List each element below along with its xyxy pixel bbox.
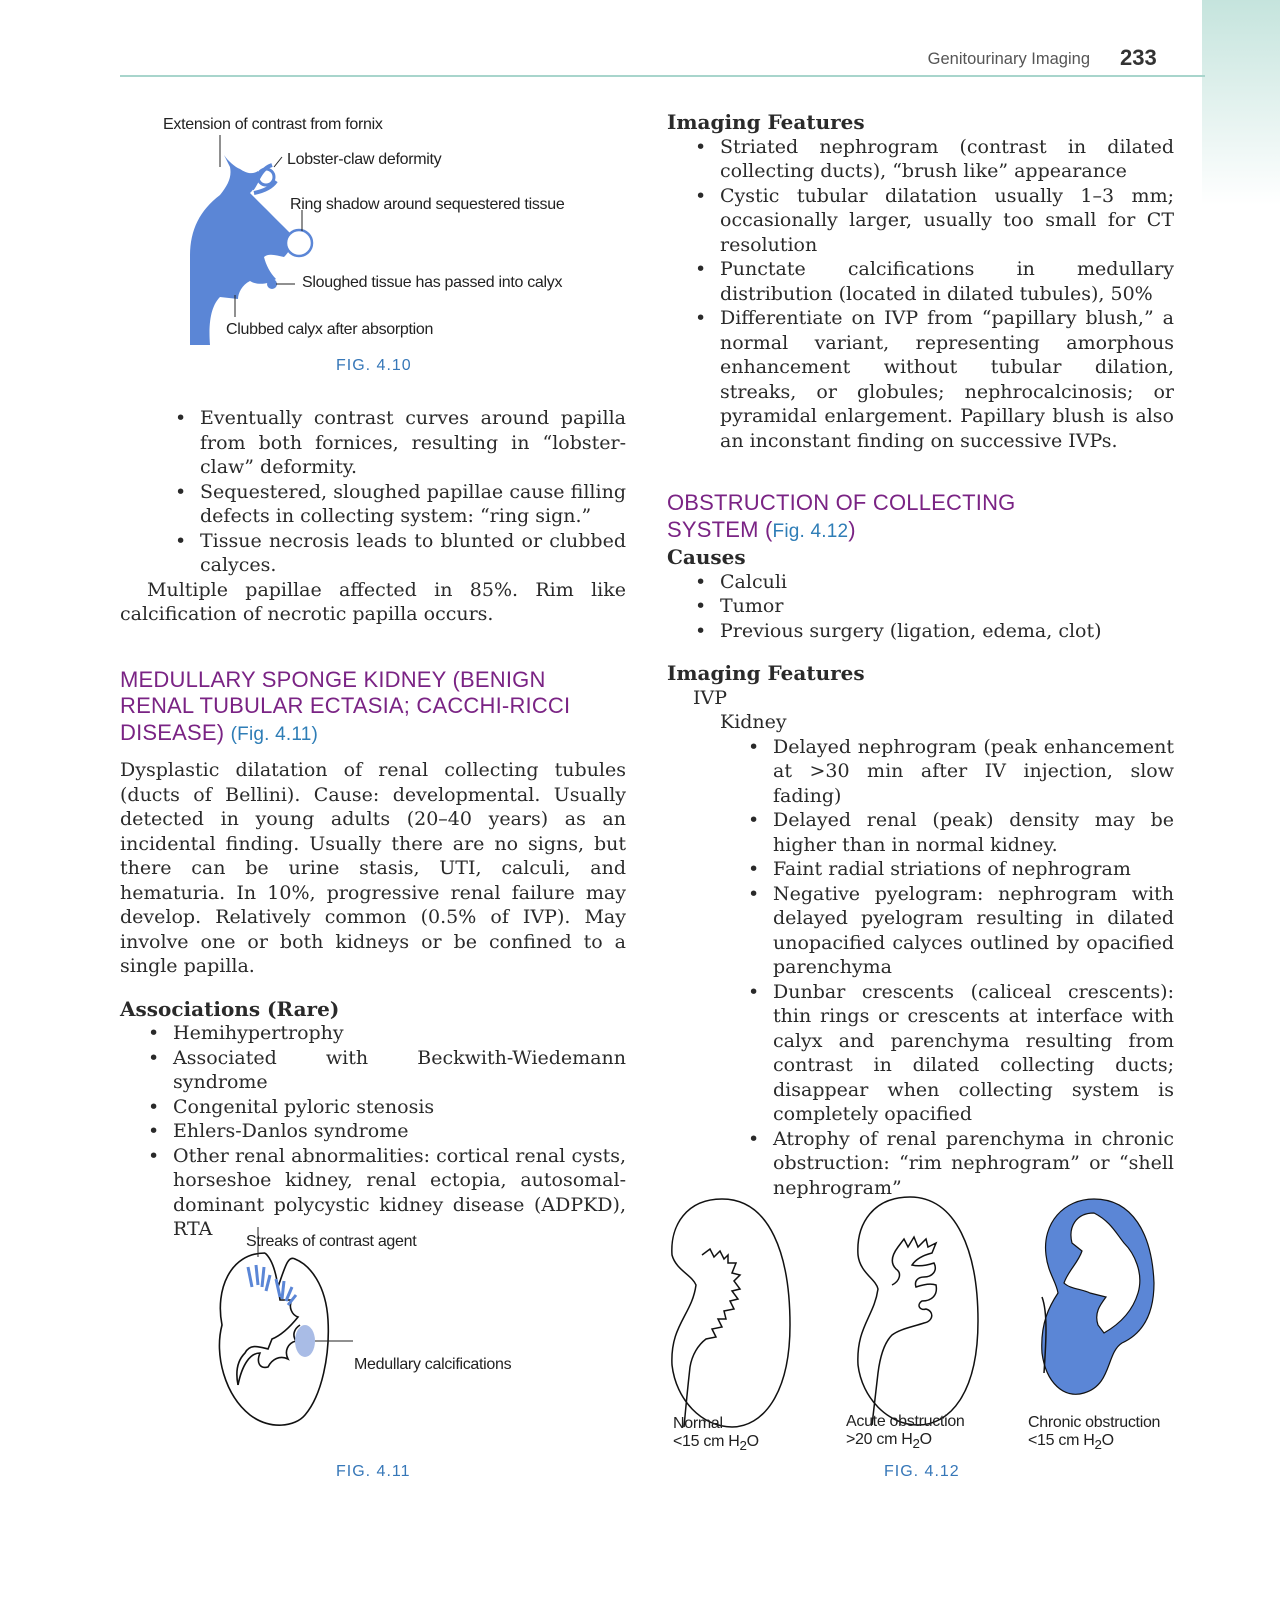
- section-title: [120, 667, 626, 749]
- medullary-calcification: [295, 1325, 315, 1357]
- causes-list: [720, 570, 1174, 644]
- list-item: • Sequestered, sloughed papillae cause filling defects in collecting system: “ring sign.”: [200, 480, 626, 529]
- ring-shadow: [286, 230, 312, 256]
- subsection-heading: Causes: [667, 545, 746, 569]
- kidney-label: Kidney: [720, 711, 787, 733]
- left-column: [120, 406, 626, 1242]
- list-item: • Other renal abnormalities: cortical renal cysts, horseshoe kidney, renal ectopia, autosomal-dominant polycystic kidney disease (ADPKD), RTA: [173, 1144, 626, 1242]
- list-item: • Congenital pyloric stenosis: [173, 1095, 626, 1120]
- figure-caption: FIG. 4.10: [336, 357, 412, 374]
- pressure-value: <15 cm H: [673, 1433, 740, 1450]
- section-title-line: RENAL TUBULAR ECTASIA; CACCHI-RICCI: [120, 693, 571, 718]
- list-item: • Hemihypertrophy: [173, 1021, 626, 1046]
- subsection-heading: Associations (Rare): [120, 996, 340, 1021]
- page-number: 233: [1120, 45, 1157, 70]
- list-item: • Faint radial striations of nephrogram: [773, 857, 1174, 882]
- label-calcifications: Medullary calcifications: [354, 1356, 512, 1373]
- panel-label-normal: [673, 1415, 759, 1455]
- list-item: • Ehlers-Danlos syndrome: [173, 1119, 626, 1144]
- paren: (: [764, 516, 773, 542]
- list-item: • Associated with Beckwith-Wiedemann syndrome: [173, 1046, 626, 1095]
- sloughed-tissue: [267, 279, 277, 289]
- calyces-outline: [684, 1249, 740, 1427]
- kidney-findings-list: [773, 735, 1174, 1201]
- section-title: [667, 490, 1174, 545]
- collecting-system-shape: [190, 155, 296, 345]
- subscript: 2: [912, 1436, 920, 1452]
- atrophic-parenchyma: [1042, 1199, 1154, 1394]
- list-item: • Eventually contrast curves around papilla from both fornices, resulting in “lobster-claw” deformity.: [200, 406, 626, 480]
- panel-pressure: [846, 1431, 965, 1453]
- contrast-streaks: [248, 1265, 296, 1305]
- panel-pressure: [673, 1433, 759, 1455]
- medullary-sponge-kidney-illustration: [210, 1245, 350, 1445]
- section-title-line: [667, 517, 1174, 546]
- list-item: • Atrophy of renal parenchyma in chronic obstruction: “rim nephrogram” or “shell nephrogram”: [773, 1127, 1174, 1201]
- chronic-obstruction-kidney-illustration: [1034, 1193, 1164, 1433]
- running-head: Genitourinary Imaging: [927, 50, 1090, 68]
- unit: O: [919, 1431, 932, 1448]
- subsection-heading: Imaging Features: [667, 110, 865, 134]
- subscript: 2: [1094, 1437, 1102, 1453]
- calyces-outline: [872, 1237, 936, 1425]
- list-item: • Delayed nephrogram (peak enhancement at >30 min after IV injection, slow fading): [773, 735, 1174, 809]
- panel-label-acute: [846, 1413, 965, 1453]
- section-title-line: [120, 720, 626, 749]
- acute-obstruction-kidney-illustration: [852, 1193, 982, 1433]
- figure-caption: FIG. 4.12: [884, 1463, 960, 1480]
- panel-label-chronic: [1028, 1414, 1160, 1454]
- label-lobster-claw: Lobster-claw deformity: [287, 151, 442, 168]
- label-streaks: Streaks of contrast agent: [246, 1233, 417, 1250]
- section-title-text: DISEASE): [120, 719, 231, 745]
- figure-reference-link[interactable]: Fig. 4.12: [772, 520, 849, 542]
- section-title-line: MEDULLARY SPONGE KIDNEY (BENIGN: [120, 666, 546, 692]
- list-item: • Calculi: [720, 570, 1174, 595]
- associations-list: [173, 1021, 626, 1242]
- panel-name: Chronic obstruction: [1028, 1414, 1161, 1431]
- panel-name: Normal: [673, 1415, 723, 1432]
- subscript: 2: [739, 1438, 747, 1454]
- list-item: • Tumor: [720, 594, 1174, 619]
- header-rule: [120, 75, 1205, 77]
- label-fornix: Extension of contrast from fornix: [163, 116, 383, 133]
- pressure-value: >20 cm H: [846, 1431, 913, 1448]
- kidney-outline: [672, 1199, 790, 1427]
- paragraph: Multiple papillae affected in 85%. Rim like calcification of necrotic papilla occurs.: [120, 578, 626, 625]
- section-title-text: SYSTEM: [667, 516, 765, 542]
- list-item: • Punctate calcifications in medullary distribution (located in dilated tubules), 50%: [720, 257, 1174, 306]
- list-item: • Cystic tubular dilatation usually 1–3 mm; occasionally larger, usually too small for CT resolution: [720, 184, 1174, 258]
- papillary-bullets: [200, 406, 626, 578]
- unit: O: [746, 1433, 759, 1450]
- list-item: • Previous surgery (ligation, edema, clot): [720, 619, 1174, 644]
- msk-imaging-list: [720, 135, 1174, 454]
- list-item: • Dunbar crescents (caliceal crescents): thin rings or crescents at interface with calyx and parenchyma resulting from contrast in dilated collecting ducts; disappear when collecting system is completely opacified: [773, 980, 1174, 1127]
- normal-kidney-illustration: [662, 1195, 792, 1435]
- list-item: • Tissue necrosis leads to blunted or clubbed calyces.: [200, 529, 626, 578]
- paragraph: Dysplastic dilatation of renal collecting tubules (ducts of Bellini). Cause: developmental. Usually detected in young adults (20–40 years) as an incidental finding. Usually there are no signs, but there can be urine stasis, UTI, calculi, and hematuria. In 10%, progressive renal failure may develop. Relatively common (0.5% of IVP). May involve one or both kidneys or be confined to a single papilla.: [120, 759, 626, 977]
- list-item: • Differentiate on IVP from “papillary blush,” a normal variant, representing amorphous enhancement without tubular dilation, streaks, or globules; nephrocalcinosis; or pyramidal enlargement. Papillary blush is also an inconstant finding on successive IVPs.: [720, 306, 1174, 453]
- panel-pressure: [1028, 1432, 1160, 1454]
- figure-caption: FIG. 4.11: [336, 1463, 411, 1480]
- label-sloughed: Sloughed tissue has passed into calyx: [302, 274, 563, 291]
- section-title-line: OBSTRUCTION OF COLLECTING: [667, 490, 1016, 515]
- leader-lobster: [274, 157, 282, 167]
- ivp-label: IVP: [693, 686, 728, 709]
- subsection-heading: Imaging Features: [667, 661, 865, 685]
- papillary-necrosis-illustration: [180, 135, 380, 375]
- collecting-system-outline: [238, 1325, 300, 1385]
- unit: O: [1101, 1432, 1114, 1449]
- chapter-tab: [1202, 0, 1280, 205]
- list-item: • Delayed renal (peak) density may be higher than in normal kidney.: [773, 808, 1174, 857]
- paren: ): [848, 516, 856, 542]
- list-item: • Striated nephrogram (contrast in dilated collecting ducts), “brush like” appearance: [720, 135, 1174, 184]
- list-item: • Negative pyelogram: nephrogram with delayed pyelogram resulting in dilated unopacified calyces outlined by opacified parenchyma: [773, 882, 1174, 980]
- pressure-value: <15 cm H: [1028, 1432, 1095, 1449]
- right-column: [667, 110, 1174, 1200]
- label-ring-shadow: Ring shadow around sequestered tissue: [290, 196, 565, 213]
- label-clubbed: Clubbed calyx after absorption: [226, 321, 434, 338]
- figure-reference-link[interactable]: (Fig. 4.11): [230, 723, 318, 745]
- panel-name: Acute obstruction: [846, 1413, 965, 1430]
